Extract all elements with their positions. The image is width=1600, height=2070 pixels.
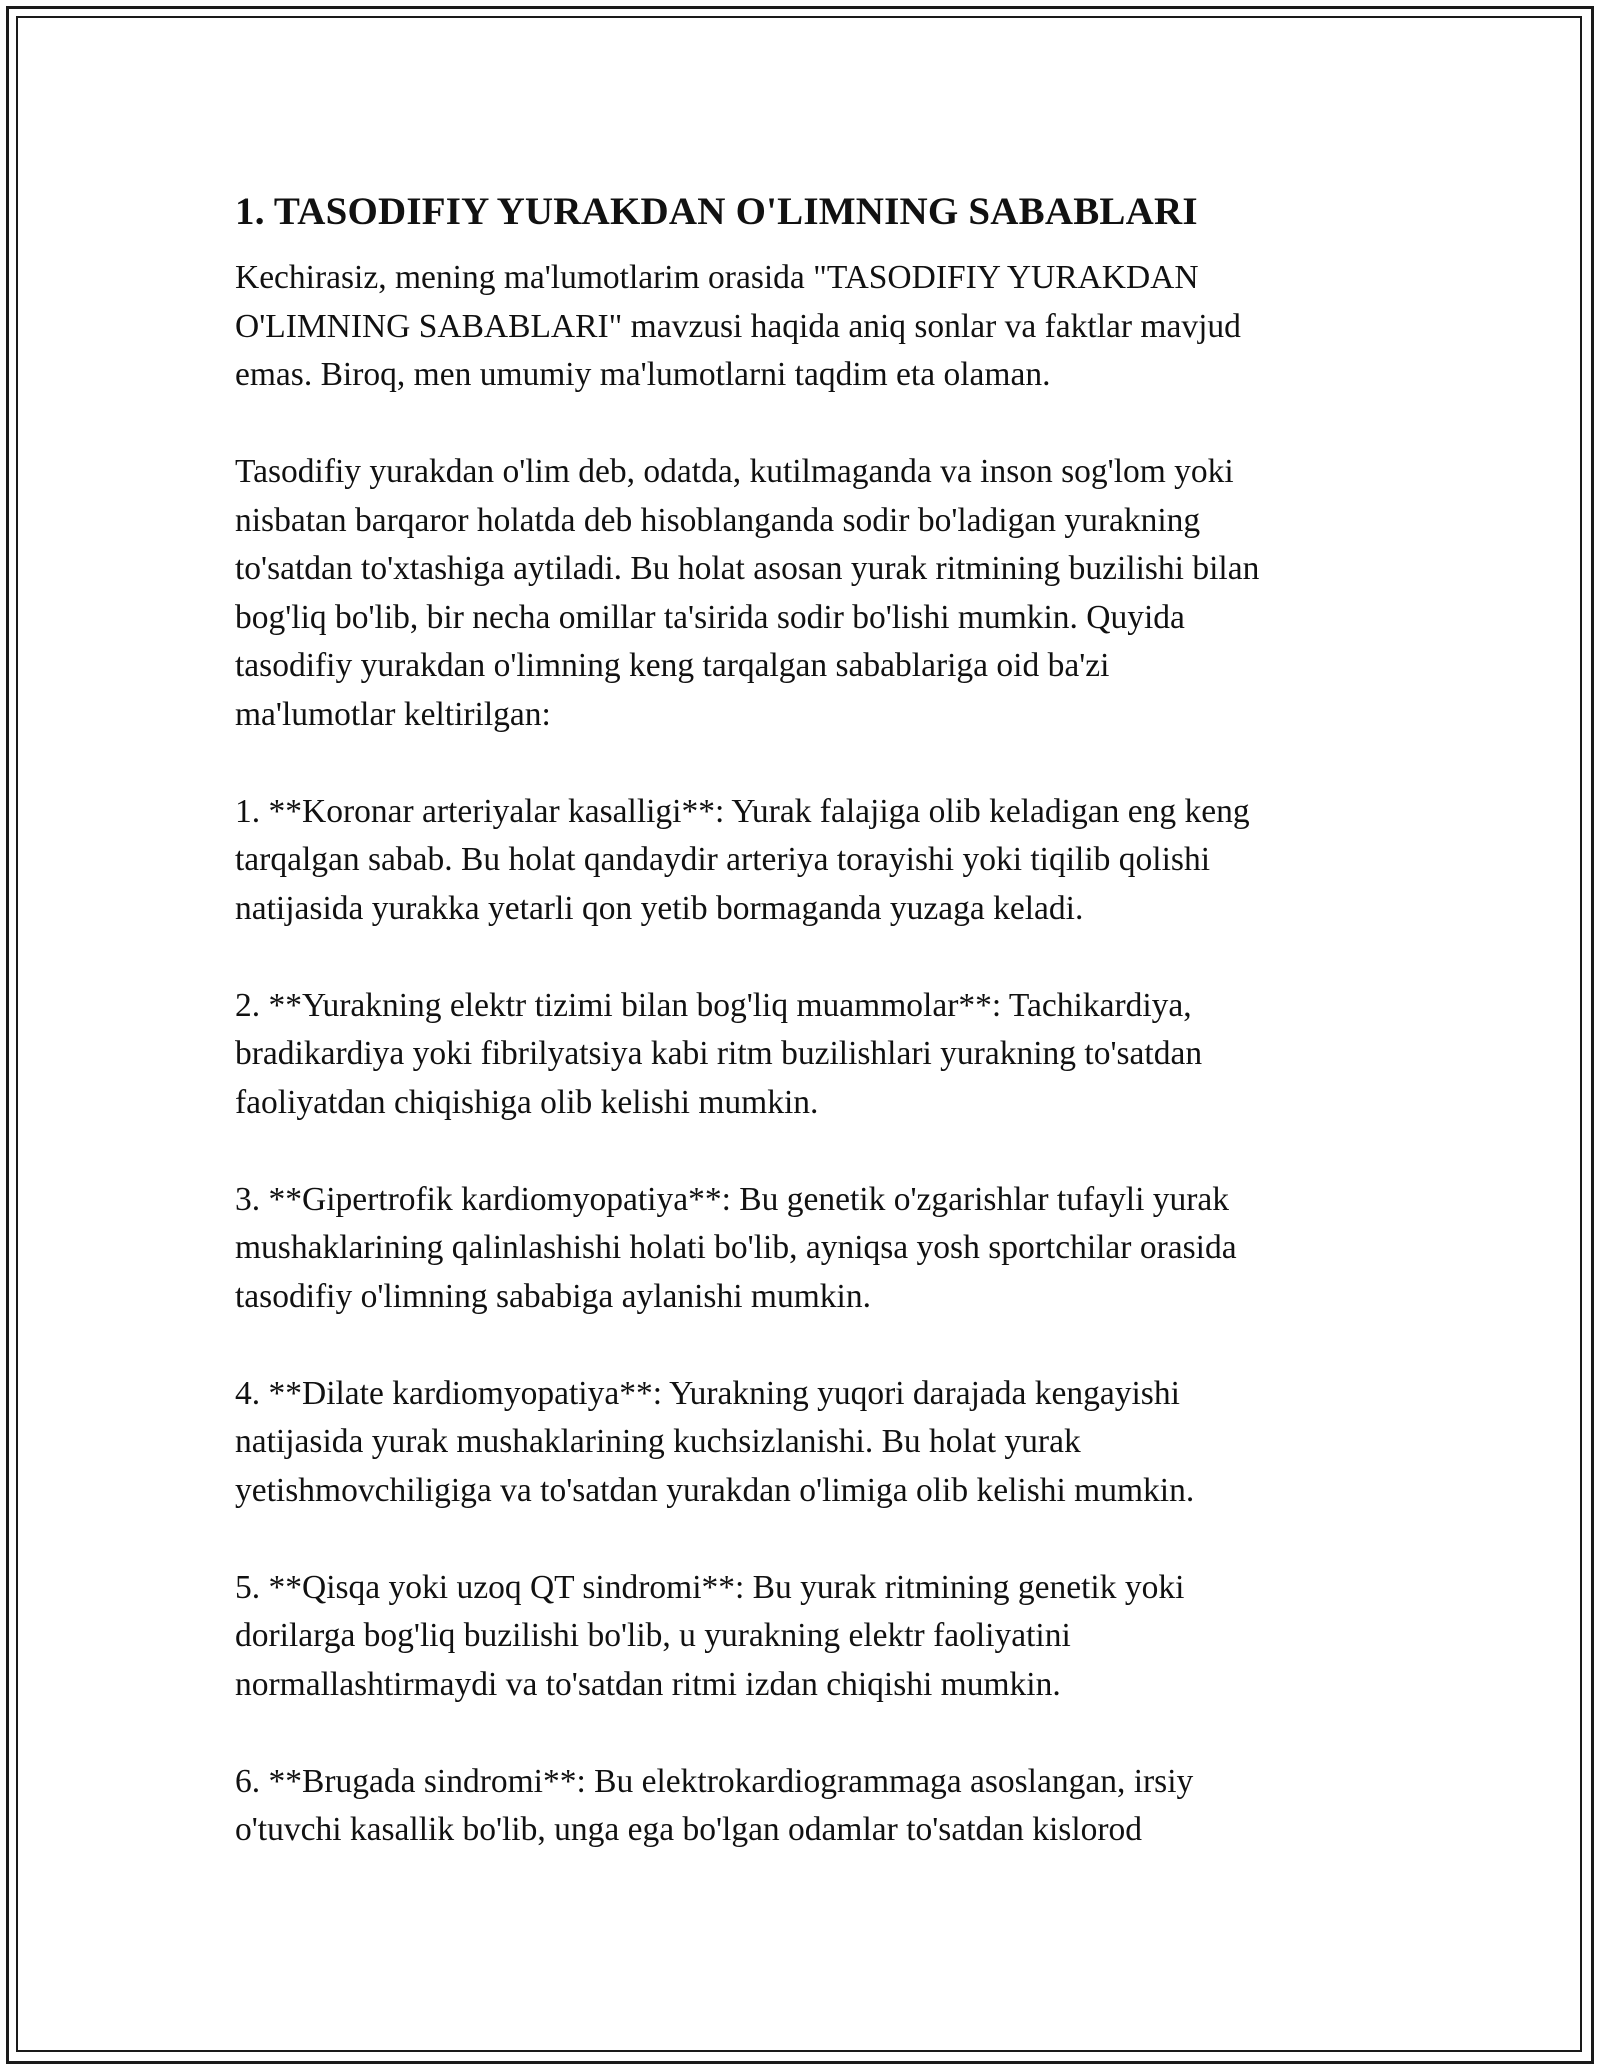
paragraph-definition xyxy=(235,448,1375,739)
text-line: nisbatan barqaror holatda deb hisoblanganda sodir bo'ladigan yurakning xyxy=(235,501,1201,539)
text-line: ma'lumotlar keltirilgan: xyxy=(235,695,551,733)
text-line: O'LIMNING SABABLARI" mavzusi haqida aniq sonlar va faktlar mavjud xyxy=(235,307,1241,345)
document-body xyxy=(235,186,1375,1903)
text-line: dorilarga bog'liq buzilishi bo'lib, u yurakning elektr faoliyatini xyxy=(235,1617,1071,1654)
list-item-2 xyxy=(235,982,1375,1128)
list-item-3 xyxy=(235,1176,1375,1322)
text-line: mushaklarining qalinlashishi holati bo'lib, ayniqsa yosh sportchilar orasida xyxy=(235,1229,1237,1266)
text-line: Tasodifiy yurakdan o'lim deb, odatda, kutilmaganda va inson sog'lom yoki xyxy=(235,453,1234,490)
text-line: tarqalgan sabab. Bu holat qandaydir arteriya torayishi yoki tiqilib qolishi xyxy=(235,841,1211,878)
text-line: normallashtirmaydi va to'satdan ritmi izdan chiqishi mumkin. xyxy=(235,1665,1061,1703)
text-line: faoliyatdan chiqishiga olib kelishi mumkin. xyxy=(235,1083,819,1121)
list-item-1 xyxy=(235,788,1375,934)
text-line: 6. **Brugada sindromi**: Bu elektrokardiogrammaga asoslangan, irsiy xyxy=(235,1762,1194,1800)
text-line: to'satdan to'xtashiga aytiladi. Bu holat asosan yurak ritmining buzilishi bilan xyxy=(235,550,1260,587)
text-line: o'tuvchi kasallik bo'lib, unga ega bo'lgan odamlar to'satdan kislorod xyxy=(235,1811,1143,1848)
text-line: bog'liq bo'lib, bir necha omillar ta'sirida sodir bo'lishi mumkin. Quyida xyxy=(235,598,1185,636)
list-item-4 xyxy=(235,1370,1375,1516)
text-line: 5. **Qisqa yoki uzoq QT sindromi**: Bu yurak ritmining genetik yoki xyxy=(235,1568,1185,1606)
text-line: 2. **Yurakning elektr tizimi bilan bog'liq muammolar**: Tachikardiya, xyxy=(235,986,1192,1024)
document-title: 1. TASODIFIY YURAKDAN O'LIMNING SABABLARI xyxy=(235,190,1198,233)
text-line: tasodifiy o'limning sababiga aylanishi mumkin. xyxy=(235,1277,871,1315)
list-item-6 xyxy=(235,1758,1375,1855)
text-line: natijasida yurakka yetarli qon yetib bormaganda yuzaga keladi. xyxy=(235,889,1084,927)
list-item-5 xyxy=(235,1564,1375,1710)
text-line: 4. **Dilate kardiomyopatiya**: Yurakning yuqori darajada kengayishi xyxy=(235,1374,1180,1412)
text-line: 3. **Gipertrofik kardiomyopatiya**: Bu genetik o'zgarishlar tufayli yurak xyxy=(235,1180,1230,1218)
text-line: yetishmovchiligiga va to'satdan yurakdan o'limiga olib kelishi mumkin. xyxy=(235,1471,1195,1509)
text-line: 1. **Koronar arteriyalar kasalligi**: Yurak falajiga olib keladigan eng keng xyxy=(235,792,1250,830)
text-line: Kechirasiz, mening ma'lumotlarim orasida "TASODIFIY YURAKDAN xyxy=(235,259,1199,296)
text-line: natijasida yurak mushaklarining kuchsizlanishi. Bu holat yurak xyxy=(235,1423,1081,1460)
paragraph-intro xyxy=(235,254,1375,400)
text-line: tasodifiy yurakdan o'limning keng tarqalgan sabablariga oid ba'zi xyxy=(235,647,1110,684)
text-line: bradikardiya yoki fibrilyatsiya kabi ritm buzilishlari yurakning to'satdan xyxy=(235,1035,1203,1072)
text-line: emas. Biroq, men umumiy ma'lumotlarni taqdim eta olaman. xyxy=(235,356,1051,393)
